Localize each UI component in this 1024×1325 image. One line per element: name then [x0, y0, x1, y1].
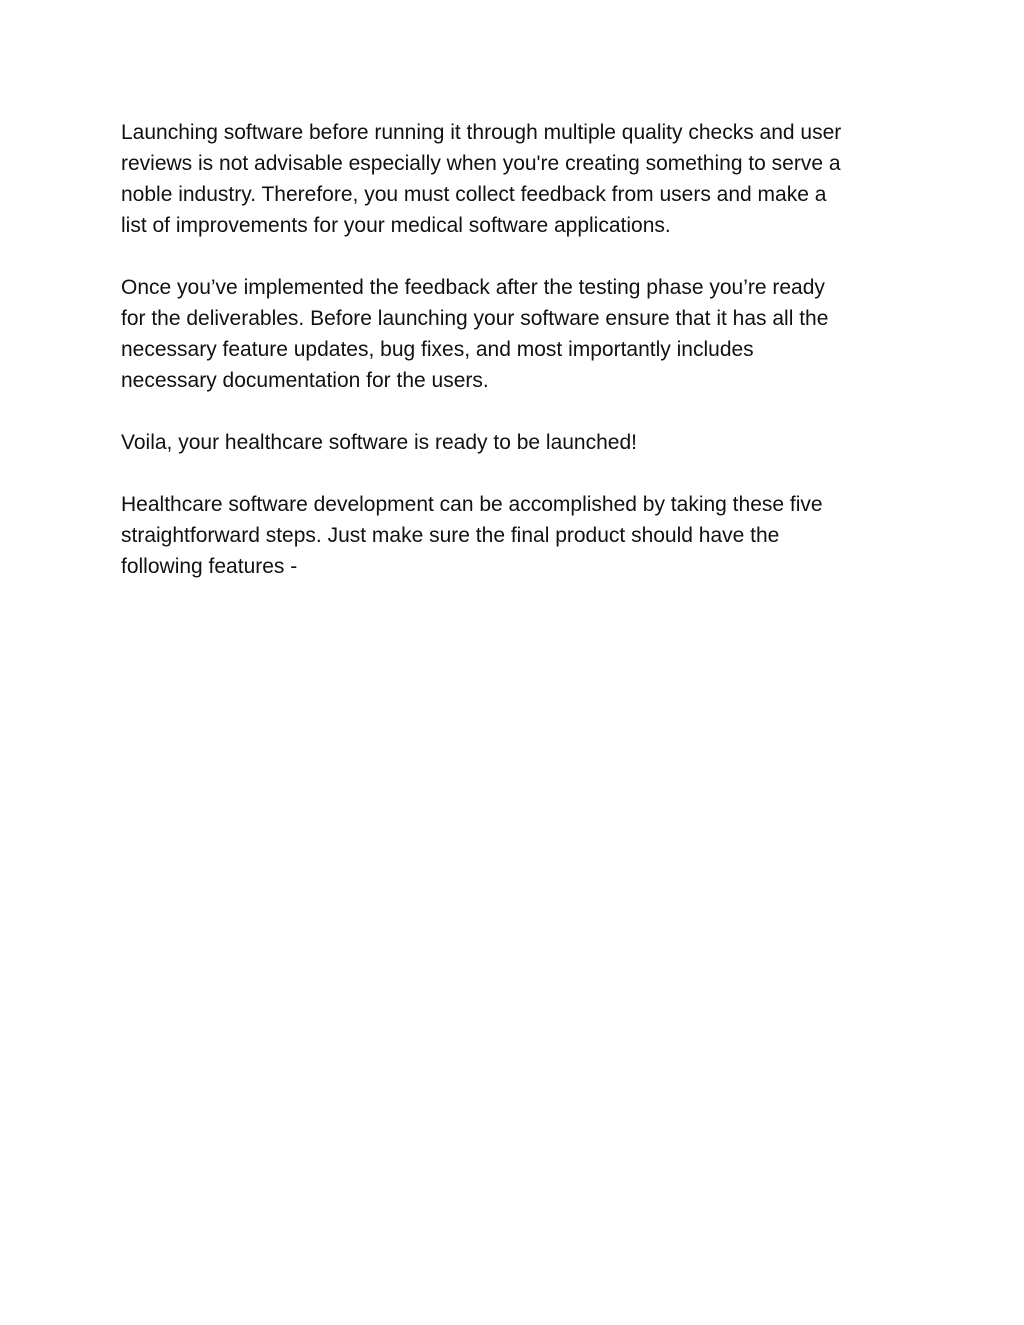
document-body — [121, 117, 911, 613]
paragraph-deliverables — [121, 272, 911, 396]
text-line: reviews is not advisable especially when you're creating something to serve a — [121, 152, 841, 175]
text-line: following features - — [121, 555, 298, 578]
text-line: Launching software before running it through multiple quality checks and user — [121, 121, 842, 144]
paragraph-features-intro — [121, 489, 911, 582]
text-line: straightforward steps. Just make sure the final product should have the — [121, 524, 780, 547]
text-line: Once you’ve implemented the feedback after the testing phase you’re ready — [121, 276, 825, 299]
text-line: for the deliverables. Before launching your software ensure that it has all the — [121, 307, 829, 330]
paragraph-launch-quality — [121, 117, 911, 241]
text-line: necessary feature updates, bug fixes, and most importantly includes — [121, 338, 754, 361]
text-line: necessary documentation for the users. — [121, 369, 489, 392]
text-line: list of improvements for your medical software applications. — [121, 214, 671, 237]
text-line: Healthcare software development can be accomplished by taking these five — [121, 493, 823, 516]
text-line: Voila, your healthcare software is ready to be launched! — [121, 431, 637, 454]
paragraph-voila — [121, 427, 911, 458]
text-line: noble industry. Therefore, you must collect feedback from users and make a — [121, 183, 827, 206]
